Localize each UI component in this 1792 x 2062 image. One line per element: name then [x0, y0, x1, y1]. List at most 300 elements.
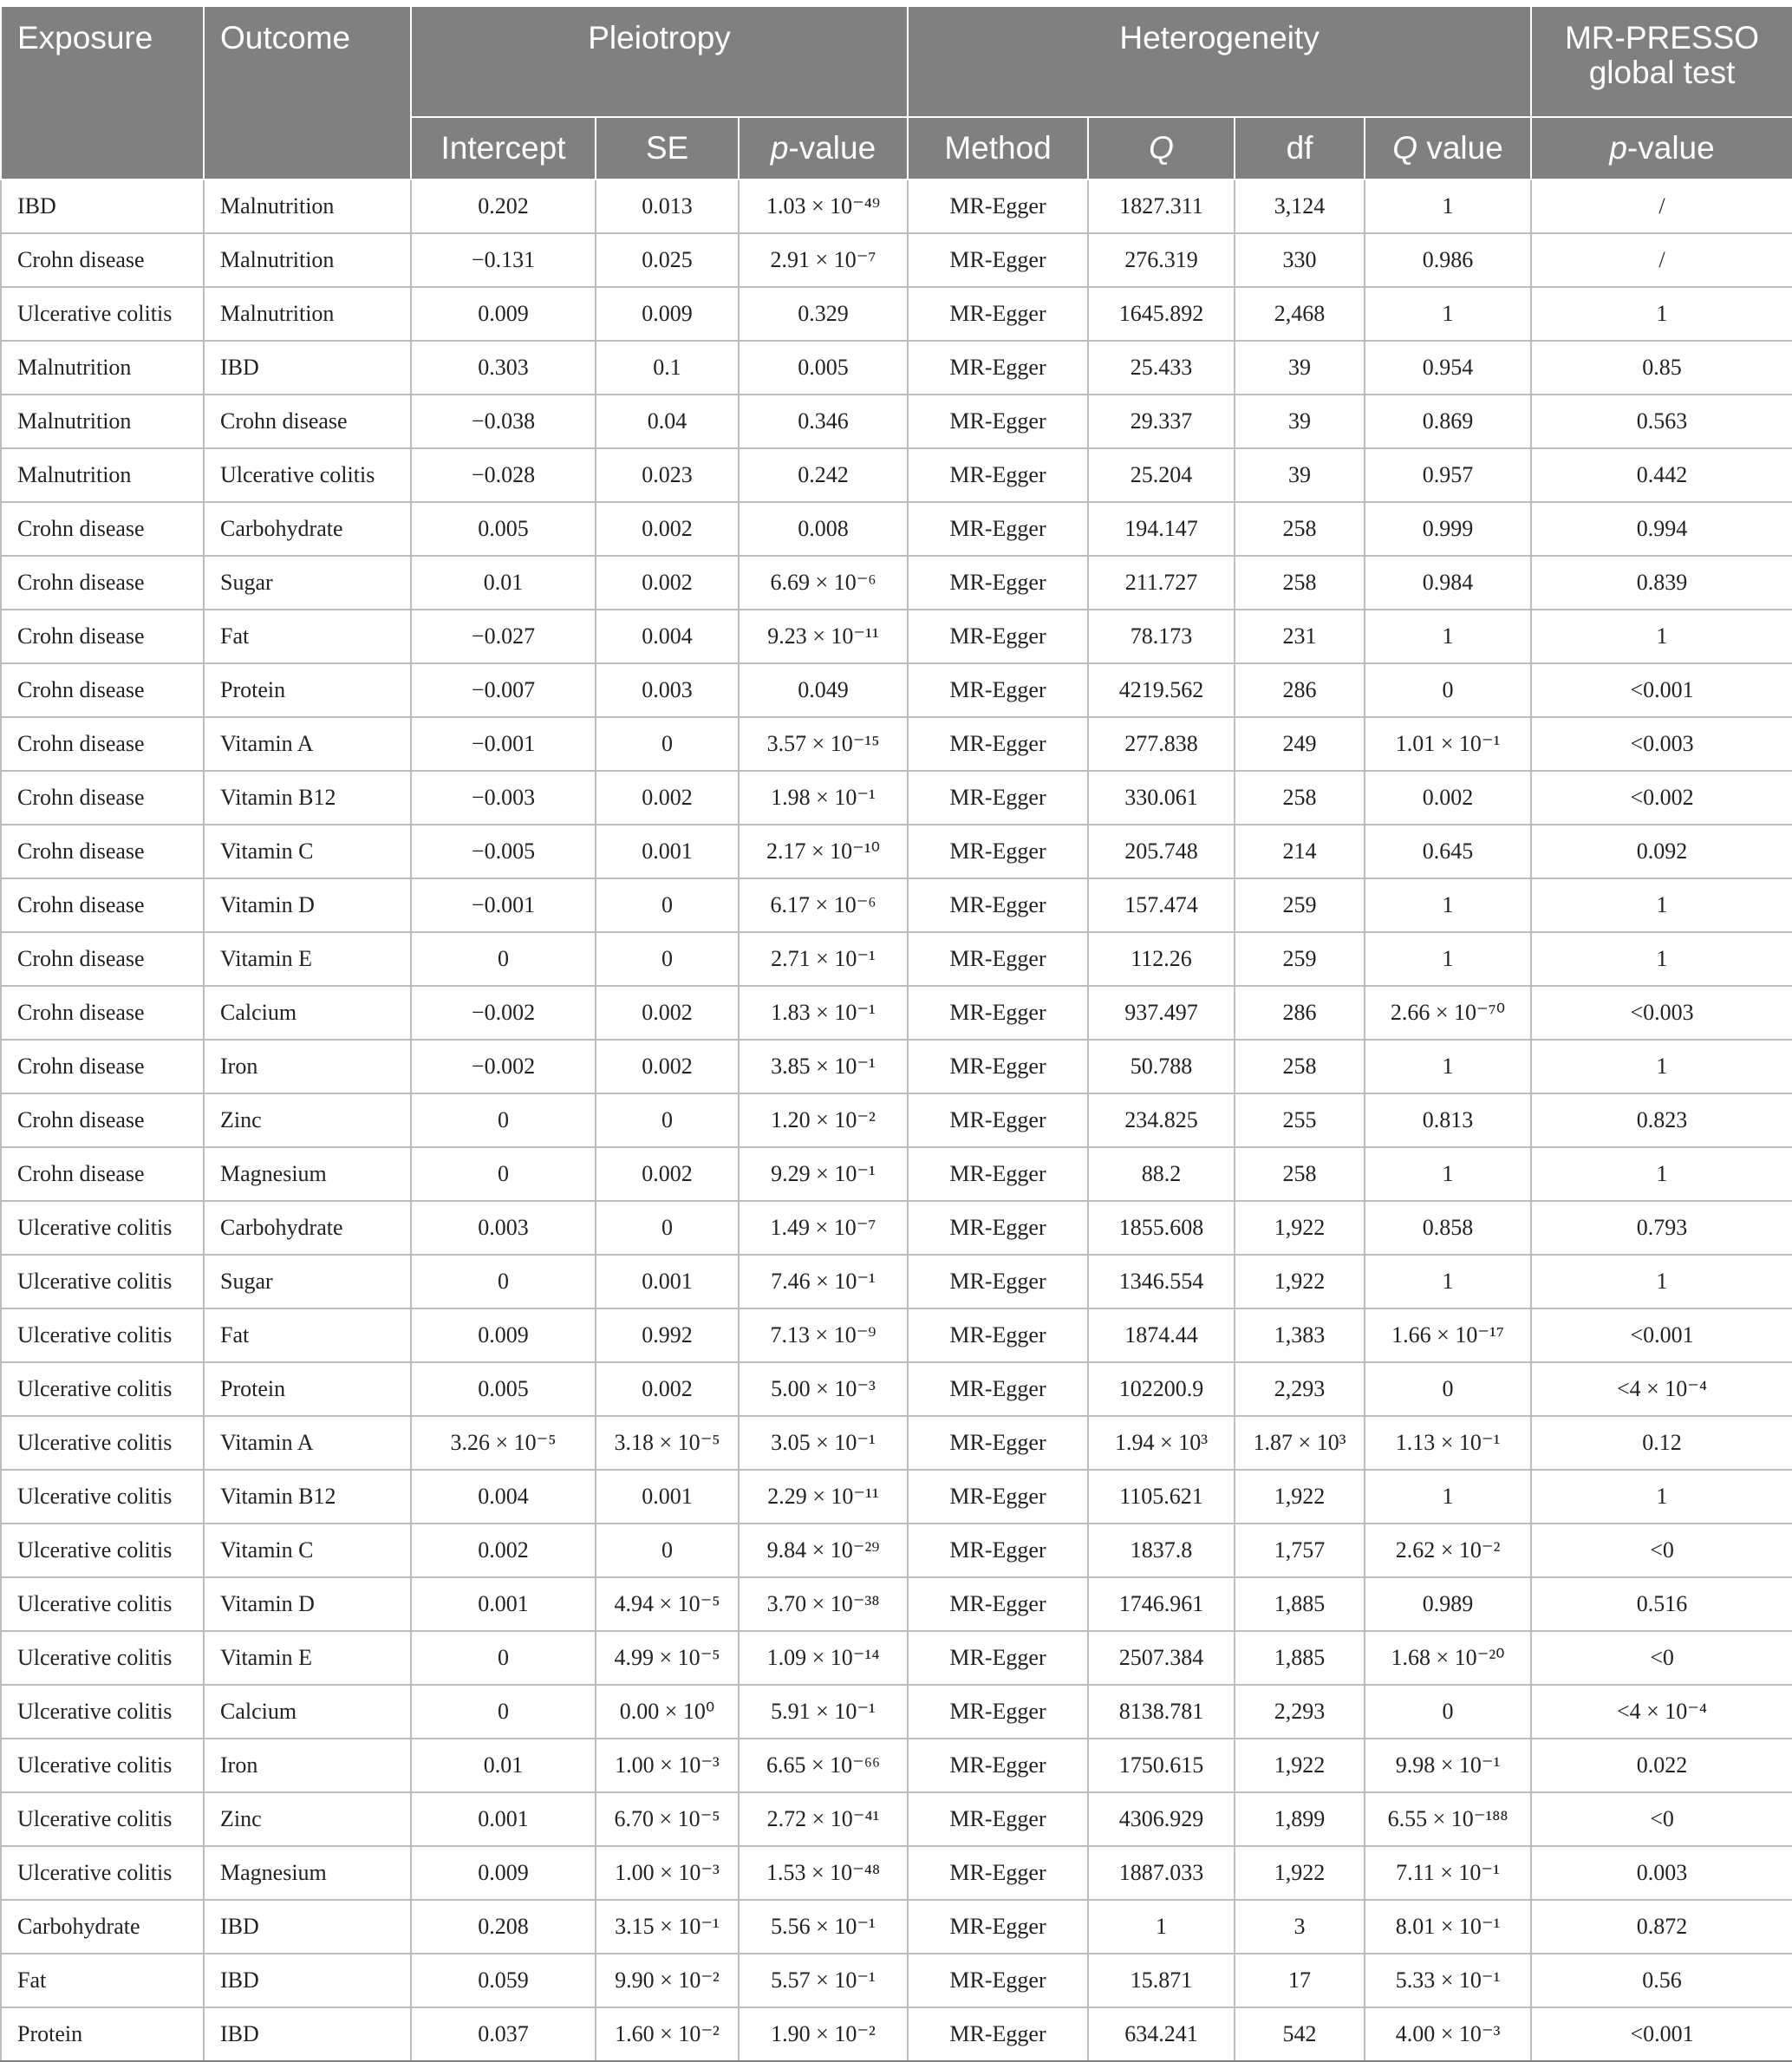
cell-df: 1,922 — [1235, 1739, 1365, 1792]
cell-outcome: Malnutrition — [204, 233, 411, 287]
cell-q-value: 1 — [1365, 932, 1531, 986]
cell-p-value: 9.29 × 10⁻¹ — [739, 1147, 908, 1201]
cell-outcome: Vitamin E — [204, 1631, 411, 1685]
table-row — [1, 610, 1792, 663]
header-outcome: Outcome — [204, 7, 411, 179]
table-row — [1, 1308, 1792, 1362]
cell-outcome: Vitamin B12 — [204, 1470, 411, 1524]
cell-q: 1827.311 — [1088, 179, 1235, 233]
cell-p-value: 3.05 × 10⁻¹ — [739, 1416, 908, 1470]
cell-q: 277.838 — [1088, 717, 1235, 771]
cell-exposure: Ulcerative colitis — [1, 1470, 204, 1524]
cell-p-value: 2.91 × 10⁻⁷ — [739, 233, 908, 287]
cell-q-value: 2.62 × 10⁻² — [1365, 1524, 1531, 1577]
cell-presso-p-value: <4 × 10⁻⁴ — [1531, 1362, 1792, 1416]
cell-q-value: 0.999 — [1365, 502, 1531, 556]
cell-exposure: Malnutrition — [1, 448, 204, 502]
cell-se: 6.70 × 10⁻⁵ — [596, 1792, 739, 1846]
cell-q-value: 9.98 × 10⁻¹ — [1365, 1739, 1531, 1792]
cell-se: 0.00 × 10⁰ — [596, 1685, 739, 1739]
cell-se: 0.002 — [596, 1040, 739, 1093]
cell-method: MR-Egger — [908, 1685, 1088, 1739]
cell-method: MR-Egger — [908, 610, 1088, 663]
cell-method: MR-Egger — [908, 502, 1088, 556]
cell-p-value: 7.46 × 10⁻¹ — [739, 1255, 908, 1308]
header-mr-presso — [1531, 7, 1792, 117]
cell-se: 1.00 × 10⁻³ — [596, 1739, 739, 1792]
cell-exposure: Ulcerative colitis — [1, 1255, 204, 1308]
table-row — [1, 986, 1792, 1040]
cell-se: 0.1 — [596, 341, 739, 395]
cell-method: MR-Egger — [908, 1147, 1088, 1201]
cell-method: MR-Egger — [908, 1524, 1088, 1577]
cell-q-value: 1 — [1365, 1255, 1531, 1308]
cell-q-value: 1.66 × 10⁻¹⁷ — [1365, 1308, 1531, 1362]
cell-q-value: 0.858 — [1365, 1201, 1531, 1255]
cell-df: 258 — [1235, 556, 1365, 610]
cell-p-value: 3.70 × 10⁻³⁸ — [739, 1577, 908, 1631]
cell-p-value: 1.83 × 10⁻¹ — [739, 986, 908, 1040]
cell-q: 1837.8 — [1088, 1524, 1235, 1577]
cell-se: 0.002 — [596, 771, 739, 825]
cell-q: 25.433 — [1088, 341, 1235, 395]
table-row — [1, 1631, 1792, 1685]
cell-se: 0 — [596, 717, 739, 771]
cell-presso-p-value: 1 — [1531, 1470, 1792, 1524]
cell-method: MR-Egger — [908, 233, 1088, 287]
cell-se: 0.002 — [596, 1147, 739, 1201]
cell-method: MR-Egger — [908, 1577, 1088, 1631]
cell-method: MR-Egger — [908, 825, 1088, 878]
cell-method: MR-Egger — [908, 1792, 1088, 1846]
cell-q-value: 1 — [1365, 1147, 1531, 1201]
cell-df: 258 — [1235, 1040, 1365, 1093]
cell-intercept: −0.001 — [411, 717, 596, 771]
results-table — [0, 7, 1792, 2062]
cell-method: MR-Egger — [908, 986, 1088, 1040]
cell-presso-p-value: <0.003 — [1531, 986, 1792, 1040]
cell-q: 25.204 — [1088, 448, 1235, 502]
cell-q-value: 1 — [1365, 610, 1531, 663]
cell-p-value: 9.84 × 10⁻²⁹ — [739, 1524, 908, 1577]
cell-q-value: 0.986 — [1365, 233, 1531, 287]
cell-se: 0.04 — [596, 395, 739, 448]
cell-df: 1,922 — [1235, 1201, 1365, 1255]
cell-presso-p-value: 1 — [1531, 932, 1792, 986]
cell-df: 2,293 — [1235, 1362, 1365, 1416]
cell-intercept: 0.001 — [411, 1792, 596, 1846]
table-row — [1, 1362, 1792, 1416]
cell-q: 15.871 — [1088, 1954, 1235, 2007]
cell-q: 78.173 — [1088, 610, 1235, 663]
cell-intercept: 0.004 — [411, 1470, 596, 1524]
cell-outcome: Vitamin D — [204, 1577, 411, 1631]
cell-method: MR-Egger — [908, 556, 1088, 610]
cell-p-value: 5.00 × 10⁻³ — [739, 1362, 908, 1416]
cell-exposure: Crohn disease — [1, 1040, 204, 1093]
cell-presso-p-value: <0 — [1531, 1792, 1792, 1846]
table-row — [1, 771, 1792, 825]
cell-exposure: Crohn disease — [1, 771, 204, 825]
cell-q-value: 0.989 — [1365, 1577, 1531, 1631]
cell-presso-p-value: 1 — [1531, 610, 1792, 663]
cell-df: 2,293 — [1235, 1685, 1365, 1739]
cell-p-value: 1.90 × 10⁻² — [739, 2007, 908, 2061]
cell-presso-p-value: 0.823 — [1531, 1093, 1792, 1147]
cell-p-value: 1.98 × 10⁻¹ — [739, 771, 908, 825]
cell-exposure: Crohn disease — [1, 878, 204, 932]
cell-intercept: 0 — [411, 1685, 596, 1739]
cell-method: MR-Egger — [908, 932, 1088, 986]
cell-se: 0.009 — [596, 287, 739, 341]
cell-presso-p-value: 0.442 — [1531, 448, 1792, 502]
cell-q-value: 0 — [1365, 1362, 1531, 1416]
cell-intercept: 0.001 — [411, 1577, 596, 1631]
cell-method: MR-Egger — [908, 395, 1088, 448]
table-row — [1, 179, 1792, 233]
cell-outcome: Sugar — [204, 1255, 411, 1308]
cell-method: MR-Egger — [908, 1416, 1088, 1470]
cell-method: MR-Egger — [908, 1739, 1088, 1792]
cell-intercept: 0.037 — [411, 2007, 596, 2061]
cell-q-value: 1.13 × 10⁻¹ — [1365, 1416, 1531, 1470]
cell-q: 234.825 — [1088, 1093, 1235, 1147]
cell-df: 1,885 — [1235, 1631, 1365, 1685]
cell-presso-p-value: 0.022 — [1531, 1739, 1792, 1792]
cell-p-value: 0.005 — [739, 341, 908, 395]
cell-q-value: 0.645 — [1365, 825, 1531, 878]
cell-method: MR-Egger — [908, 1255, 1088, 1308]
cell-se: 0 — [596, 1201, 739, 1255]
table-row — [1, 663, 1792, 717]
cell-method: MR-Egger — [908, 2007, 1088, 2061]
cell-outcome: Crohn disease — [204, 395, 411, 448]
cell-q-value: 2.66 × 10⁻⁷⁰ — [1365, 986, 1531, 1040]
cell-q: 1.94 × 10³ — [1088, 1416, 1235, 1470]
cell-method: MR-Egger — [908, 1308, 1088, 1362]
cell-intercept: −0.003 — [411, 771, 596, 825]
cell-intercept: 0.005 — [411, 1362, 596, 1416]
cell-outcome: Carbohydrate — [204, 1201, 411, 1255]
cell-outcome: Vitamin C — [204, 1524, 411, 1577]
cell-q: 112.26 — [1088, 932, 1235, 986]
cell-intercept: 0.208 — [411, 1900, 596, 1954]
cell-df: 231 — [1235, 610, 1365, 663]
table-row — [1, 233, 1792, 287]
table-row — [1, 1201, 1792, 1255]
cell-se: 0.002 — [596, 502, 739, 556]
cell-method: MR-Egger — [908, 1846, 1088, 1900]
cell-q: 937.497 — [1088, 986, 1235, 1040]
cell-outcome: Sugar — [204, 556, 411, 610]
cell-p-value: 2.29 × 10⁻¹¹ — [739, 1470, 908, 1524]
cell-p-value: 6.65 × 10⁻⁶⁶ — [739, 1739, 908, 1792]
cell-q-value: 6.55 × 10⁻¹⁸⁸ — [1365, 1792, 1531, 1846]
cell-q: 4306.929 — [1088, 1792, 1235, 1846]
cell-intercept: −0.007 — [411, 663, 596, 717]
header-method: Method — [908, 117, 1088, 179]
cell-exposure: Ulcerative colitis — [1, 1308, 204, 1362]
cell-exposure: Ulcerative colitis — [1, 287, 204, 341]
cell-presso-p-value: 1 — [1531, 1147, 1792, 1201]
cell-q: 276.319 — [1088, 233, 1235, 287]
cell-intercept: 3.26 × 10⁻⁵ — [411, 1416, 596, 1470]
cell-exposure: Crohn disease — [1, 1093, 204, 1147]
cell-intercept: 0 — [411, 1255, 596, 1308]
header-q-italic: Q — [1149, 130, 1174, 166]
cell-presso-p-value: 0.092 — [1531, 825, 1792, 878]
cell-method: MR-Egger — [908, 1631, 1088, 1685]
cell-presso-p-value: 0.85 — [1531, 341, 1792, 395]
cell-exposure: Ulcerative colitis — [1, 1846, 204, 1900]
cell-intercept: −0.027 — [411, 610, 596, 663]
cell-presso-p-value: <0.003 — [1531, 717, 1792, 771]
cell-p-value: 5.56 × 10⁻¹ — [739, 1900, 908, 1954]
cell-outcome: Fat — [204, 610, 411, 663]
table-row — [1, 2007, 1792, 2061]
cell-intercept: 0 — [411, 1147, 596, 1201]
cell-method: MR-Egger — [908, 179, 1088, 233]
cell-df: 258 — [1235, 502, 1365, 556]
cell-df: 3 — [1235, 1900, 1365, 1954]
cell-q: 1645.892 — [1088, 287, 1235, 341]
table-row — [1, 1685, 1792, 1739]
cell-intercept: 0.303 — [411, 341, 596, 395]
cell-outcome: Calcium — [204, 986, 411, 1040]
cell-q-value: 0.002 — [1365, 771, 1531, 825]
cell-outcome: Magnesium — [204, 1846, 411, 1900]
cell-method: MR-Egger — [908, 717, 1088, 771]
header-df: df — [1235, 117, 1365, 179]
cell-presso-p-value: 0.793 — [1531, 1201, 1792, 1255]
cell-p-value: 3.57 × 10⁻¹⁵ — [739, 717, 908, 771]
cell-presso-p-value: 0.994 — [1531, 502, 1792, 556]
cell-method: MR-Egger — [908, 663, 1088, 717]
cell-se: 0.001 — [596, 825, 739, 878]
cell-outcome: Zinc — [204, 1093, 411, 1147]
cell-presso-p-value: 0.56 — [1531, 1954, 1792, 2007]
cell-se: 0 — [596, 1524, 739, 1577]
cell-p-value: 5.57 × 10⁻¹ — [739, 1954, 908, 2007]
cell-q: 211.727 — [1088, 556, 1235, 610]
cell-se: 0.002 — [596, 1362, 739, 1416]
cell-se: 1.60 × 10⁻² — [596, 2007, 739, 2061]
cell-se: 0.992 — [596, 1308, 739, 1362]
cell-q-value: 4.00 × 10⁻³ — [1365, 2007, 1531, 2061]
cell-se: 0.003 — [596, 663, 739, 717]
table-header — [1, 7, 1792, 179]
header-exposure: Exposure — [1, 7, 204, 179]
cell-df: 255 — [1235, 1093, 1365, 1147]
cell-q: 1874.44 — [1088, 1308, 1235, 1362]
cell-p-value: 1.49 × 10⁻⁷ — [739, 1201, 908, 1255]
cell-presso-p-value: <0.001 — [1531, 663, 1792, 717]
cell-df: 1,922 — [1235, 1255, 1365, 1308]
cell-se: 3.15 × 10⁻¹ — [596, 1900, 739, 1954]
cell-intercept: 0 — [411, 1631, 596, 1685]
cell-p-value: 1.03 × 10⁻⁴⁹ — [739, 179, 908, 233]
header-intercept: Intercept — [411, 117, 596, 179]
cell-q-value: 7.11 × 10⁻¹ — [1365, 1846, 1531, 1900]
cell-exposure: Ulcerative colitis — [1, 1416, 204, 1470]
cell-q: 1746.961 — [1088, 1577, 1235, 1631]
cell-q-value: 1 — [1365, 1040, 1531, 1093]
cell-p-value: 1.53 × 10⁻⁴⁸ — [739, 1846, 908, 1900]
cell-p-value: 1.20 × 10⁻² — [739, 1093, 908, 1147]
cell-intercept: 0.009 — [411, 1308, 596, 1362]
cell-se: 0.004 — [596, 610, 739, 663]
header-heterogeneity: Heterogeneity — [908, 7, 1531, 117]
table-row — [1, 1093, 1792, 1147]
table-row — [1, 1739, 1792, 1792]
cell-df: 3,124 — [1235, 179, 1365, 233]
cell-q: 102200.9 — [1088, 1362, 1235, 1416]
cell-df: 39 — [1235, 395, 1365, 448]
cell-df: 17 — [1235, 1954, 1365, 2007]
cell-outcome: IBD — [204, 341, 411, 395]
cell-presso-p-value: 1 — [1531, 1255, 1792, 1308]
cell-p-value: 5.91 × 10⁻¹ — [739, 1685, 908, 1739]
cell-presso-p-value: / — [1531, 233, 1792, 287]
cell-intercept: −0.002 — [411, 1040, 596, 1093]
table-row — [1, 1524, 1792, 1577]
cell-outcome: IBD — [204, 2007, 411, 2061]
cell-df: 1,757 — [1235, 1524, 1365, 1577]
cell-outcome: Magnesium — [204, 1147, 411, 1201]
cell-q-value: 0.869 — [1365, 395, 1531, 448]
cell-p-value: 9.23 × 10⁻¹¹ — [739, 610, 908, 663]
cell-exposure: Crohn disease — [1, 717, 204, 771]
cell-exposure: Ulcerative colitis — [1, 1201, 204, 1255]
cell-intercept: 0.005 — [411, 502, 596, 556]
cell-intercept: 0.009 — [411, 1846, 596, 1900]
cell-q-value: 1.68 × 10⁻²⁰ — [1365, 1631, 1531, 1685]
cell-exposure: Ulcerative colitis — [1, 1739, 204, 1792]
table-row — [1, 717, 1792, 771]
cell-intercept: 0.01 — [411, 1739, 596, 1792]
cell-intercept: 0.002 — [411, 1524, 596, 1577]
table-body — [1, 179, 1792, 2061]
cell-q: 194.147 — [1088, 502, 1235, 556]
cell-intercept: −0.028 — [411, 448, 596, 502]
cell-method: MR-Egger — [908, 1900, 1088, 1954]
cell-p-value: 3.85 × 10⁻¹ — [739, 1040, 908, 1093]
cell-exposure: Crohn disease — [1, 663, 204, 717]
cell-q-value: 0.984 — [1365, 556, 1531, 610]
cell-p-value: 2.71 × 10⁻¹ — [739, 932, 908, 986]
cell-intercept: 0.202 — [411, 179, 596, 233]
header-q-value-suffix: value — [1417, 130, 1503, 166]
cell-intercept: −0.131 — [411, 233, 596, 287]
cell-df: 1,899 — [1235, 1792, 1365, 1846]
cell-exposure: Crohn disease — [1, 556, 204, 610]
cell-q-value: 1 — [1365, 1470, 1531, 1524]
cell-p-value: 0.049 — [739, 663, 908, 717]
cell-exposure: Crohn disease — [1, 825, 204, 878]
cell-q-value: 1 — [1365, 878, 1531, 932]
table-row — [1, 825, 1792, 878]
cell-q: 634.241 — [1088, 2007, 1235, 2061]
cell-se: 0.001 — [596, 1470, 739, 1524]
cell-exposure: Crohn disease — [1, 986, 204, 1040]
cell-p-value: 0.346 — [739, 395, 908, 448]
cell-exposure: Ulcerative colitis — [1, 1362, 204, 1416]
cell-exposure: Ulcerative colitis — [1, 1792, 204, 1846]
table-row — [1, 448, 1792, 502]
cell-p-value: 7.13 × 10⁻⁹ — [739, 1308, 908, 1362]
cell-df: 39 — [1235, 448, 1365, 502]
cell-se: 0.025 — [596, 233, 739, 287]
cell-outcome: Vitamin D — [204, 878, 411, 932]
cell-df: 258 — [1235, 771, 1365, 825]
table-row — [1, 287, 1792, 341]
cell-outcome: Vitamin B12 — [204, 771, 411, 825]
table-row — [1, 1147, 1792, 1201]
header-p-suffix: -value — [788, 130, 876, 166]
cell-df: 1,922 — [1235, 1470, 1365, 1524]
cell-exposure: Crohn disease — [1, 233, 204, 287]
cell-outcome: Carbohydrate — [204, 502, 411, 556]
cell-method: MR-Egger — [908, 1470, 1088, 1524]
cell-intercept: 0 — [411, 1093, 596, 1147]
cell-q: 1346.554 — [1088, 1255, 1235, 1308]
table-row — [1, 1416, 1792, 1470]
cell-q-value: 0 — [1365, 1685, 1531, 1739]
cell-outcome: Iron — [204, 1040, 411, 1093]
cell-presso-p-value: <0 — [1531, 1524, 1792, 1577]
cell-presso-p-value: <0.001 — [1531, 1308, 1792, 1362]
cell-se: 0 — [596, 932, 739, 986]
cell-df: 330 — [1235, 233, 1365, 287]
cell-intercept: −0.002 — [411, 986, 596, 1040]
table-row — [1, 932, 1792, 986]
cell-method: MR-Egger — [908, 1201, 1088, 1255]
cell-q-value: 1 — [1365, 179, 1531, 233]
table-row — [1, 1954, 1792, 2007]
cell-intercept: 0.003 — [411, 1201, 596, 1255]
cell-q: 205.748 — [1088, 825, 1235, 878]
cell-df: 249 — [1235, 717, 1365, 771]
cell-exposure: Malnutrition — [1, 395, 204, 448]
cell-outcome: Protein — [204, 663, 411, 717]
cell-q-value: 8.01 × 10⁻¹ — [1365, 1900, 1531, 1954]
cell-df: 286 — [1235, 986, 1365, 1040]
cell-q: 1 — [1088, 1900, 1235, 1954]
cell-exposure: IBD — [1, 179, 204, 233]
cell-exposure: Crohn disease — [1, 610, 204, 663]
cell-se: 0 — [596, 1093, 739, 1147]
cell-intercept: −0.038 — [411, 395, 596, 448]
header-q-value — [1365, 117, 1531, 179]
cell-q-value: 1 — [1365, 287, 1531, 341]
cell-se: 9.90 × 10⁻² — [596, 1954, 739, 2007]
header-q — [1088, 117, 1235, 179]
header-p-italic: p — [770, 130, 789, 166]
cell-se: 0.023 — [596, 448, 739, 502]
cell-q: 50.788 — [1088, 1040, 1235, 1093]
header-presso-p-value — [1531, 117, 1792, 179]
cell-q-value: 0.957 — [1365, 448, 1531, 502]
cell-intercept: 0.059 — [411, 1954, 596, 2007]
cell-method: MR-Egger — [908, 878, 1088, 932]
cell-intercept: 0.009 — [411, 287, 596, 341]
table-row — [1, 878, 1792, 932]
cell-df: 214 — [1235, 825, 1365, 878]
cell-se: 0.002 — [596, 556, 739, 610]
cell-outcome: Malnutrition — [204, 179, 411, 233]
cell-p-value: 0.008 — [739, 502, 908, 556]
cell-presso-p-value: <0.001 — [1531, 2007, 1792, 2061]
